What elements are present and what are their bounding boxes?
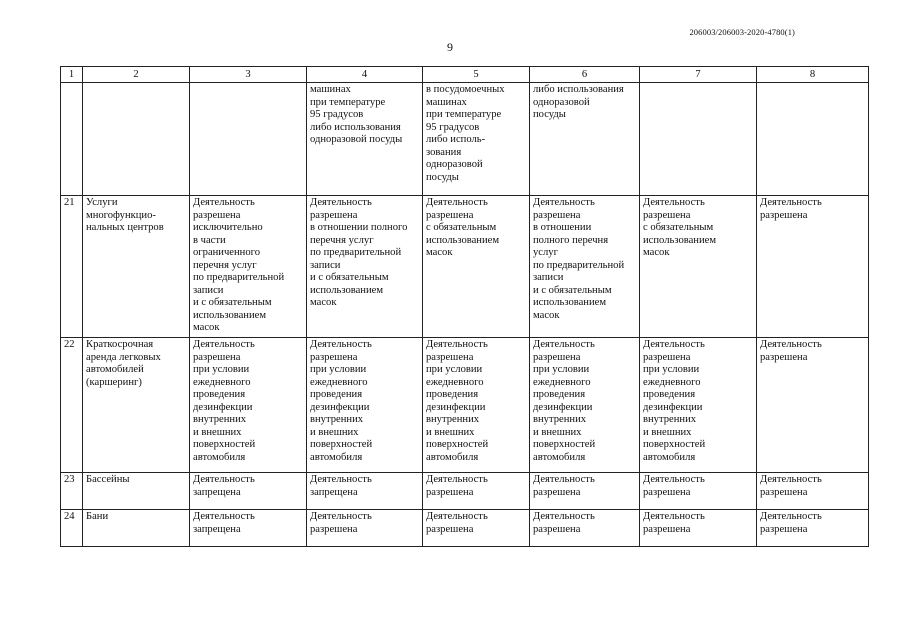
table-cell: Деятельность разрешена в отношении полного перечня услуг по предварительной записи и с обязательным использованием масок: [530, 196, 640, 338]
table-cell: Деятельность разрешена исключительно в части ограниченного перечня услуг по предварительной записи и с обязательным использованием масок: [190, 196, 307, 338]
table-cell: Деятельность разрешена при условии ежедневного проведения дезинфекции внутренних и внешних поверхностей автомобиля: [640, 338, 757, 473]
page-number: 9: [447, 40, 453, 54]
row-number: 21: [61, 196, 83, 338]
header-cell: 6: [530, 67, 640, 83]
table-cell: [757, 83, 869, 196]
table-cell: Деятельность разрешена при условии ежедневного проведения дезинфекции внутренних и внешних поверхностей автомобиля: [423, 338, 530, 473]
table-row: [61, 338, 869, 473]
header-cell: 5: [423, 67, 530, 83]
table-cell: Деятельность разрешена: [640, 510, 757, 547]
table-row: [61, 473, 869, 510]
table-row: [61, 510, 869, 547]
table-cell: Деятельность запрещена: [307, 473, 423, 510]
regulations-table: [60, 66, 869, 547]
row-name: Бассейны: [83, 473, 190, 510]
header-cell: 2: [83, 67, 190, 83]
table-cell: Деятельность разрешена с обязательным использованием масок: [423, 196, 530, 338]
row-name: Услуги многофункцио- нальных центров: [83, 196, 190, 338]
table-cell: Деятельность разрешена при условии ежедневного проведения дезинфекции внутренних и внешних поверхностей автомобиля: [530, 338, 640, 473]
row-number: 22: [61, 338, 83, 473]
header-cell: 1: [61, 67, 83, 83]
row-name: Краткосрочная аренда легковых автомобилей (каршеринг): [83, 338, 190, 473]
table-cell: Деятельность разрешена: [423, 510, 530, 547]
table-cell: Деятельность разрешена при условии ежедневного проведения дезинфекции внутренних и внешних поверхностей автомобиля: [307, 338, 423, 473]
table-cell: Деятельность разрешена: [757, 338, 869, 473]
row-number: 24: [61, 510, 83, 547]
header-cell: 4: [307, 67, 423, 83]
table-cell: Деятельность разрешена: [530, 510, 640, 547]
table-cell: Деятельность разрешена при условии ежедневного проведения дезинфекции внутренних и внешних поверхностей автомобиля: [190, 338, 307, 473]
header-row: [61, 67, 869, 83]
table-cell: Деятельность разрешена в отношении полного перечня услуг по предварительной записи и с обязательным использованием масок: [307, 196, 423, 338]
table-row: [61, 83, 869, 196]
document-number: 206003/206003-2020-4780(1): [689, 27, 795, 37]
table-cell: Деятельность запрещена: [190, 473, 307, 510]
row-name: Бани: [83, 510, 190, 547]
row-number: 23: [61, 473, 83, 510]
row-name: [83, 83, 190, 196]
table-cell: [640, 83, 757, 196]
table-cell: [190, 83, 307, 196]
table-cell: в посудомоечных машинах при температуре 95 градусов либо исполь- зования одноразовой посуды: [423, 83, 530, 196]
table-cell: Деятельность разрешена: [757, 196, 869, 338]
table-cell: Деятельность разрешена с обязательным использованием масок: [640, 196, 757, 338]
header-cell: 3: [190, 67, 307, 83]
table-cell: либо использования одноразовой посуды: [530, 83, 640, 196]
table-cell: Деятельность запрещена: [190, 510, 307, 547]
table-cell: машинах при температуре 95 градусов либо использования одноразовой посуды: [307, 83, 423, 196]
table-cell: Деятельность разрешена: [530, 473, 640, 510]
header-cell: 7: [640, 67, 757, 83]
table-cell: Деятельность разрешена: [307, 510, 423, 547]
table-cell: Деятельность разрешена: [423, 473, 530, 510]
table-row: [61, 196, 869, 338]
table-cell: Деятельность разрешена: [757, 510, 869, 547]
table-cell: Деятельность разрешена: [757, 473, 869, 510]
header-cell: 8: [757, 67, 869, 83]
table-cell: Деятельность разрешена: [640, 473, 757, 510]
row-number: [61, 83, 83, 196]
